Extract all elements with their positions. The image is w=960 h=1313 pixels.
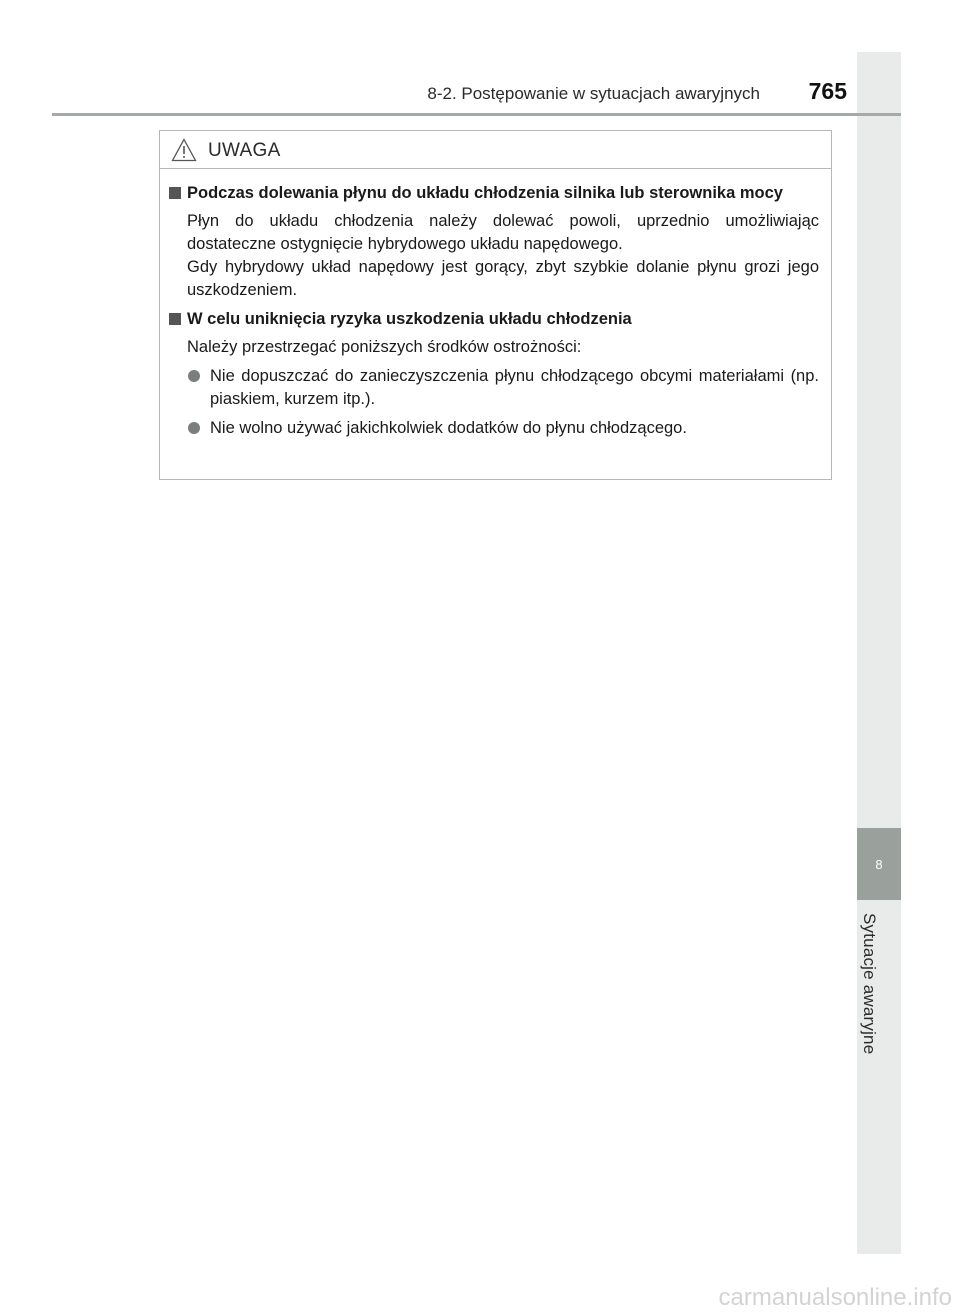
list-item xyxy=(169,365,819,411)
side-band xyxy=(857,52,901,1254)
section-heading xyxy=(169,182,819,205)
paragraph: Należy przestrzegać poniższych środków ostrożności: xyxy=(187,338,582,356)
square-bullet-icon xyxy=(169,313,181,325)
watermark-text: carmanualsonline.info xyxy=(718,1284,952,1311)
warning-content xyxy=(169,182,819,440)
list-item-text: Nie dopuszczać do zanieczyszczenia płynu chłodzącego obcymi materiałami (np. piaskiem, kurzem itp.). xyxy=(210,367,819,408)
section-heading xyxy=(169,308,819,331)
watermark xyxy=(0,1284,960,1313)
header-rule xyxy=(52,113,901,116)
page-number: 765 xyxy=(808,78,847,104)
warning-title: UWAGA xyxy=(208,140,281,161)
section-heading-text: W celu uniknięcia ryzyka uszkodzenia układu chłodzenia xyxy=(187,310,632,328)
list-item-text: Nie wolno używać jakichkolwiek dodatków do płynu chłodzącego. xyxy=(210,419,687,437)
circle-bullet-icon xyxy=(188,370,200,382)
chapter-label: Sytuacje awaryjne xyxy=(860,913,879,1055)
chapter-number: 8 xyxy=(875,856,883,872)
warning-box xyxy=(159,130,832,480)
warning-header xyxy=(160,131,831,169)
list-item xyxy=(169,417,819,440)
paragraph: Gdy hybrydowy układ napędowy jest gorący, zbyt szybkie dolanie płynu grozi jego uszkodzeniem. xyxy=(187,258,819,299)
section-heading-text: Podczas dolewania płynu do układu chłodzenia silnika lub sterownika mocy xyxy=(187,184,783,202)
chapter-tab xyxy=(857,828,901,900)
paragraph: Płyn do układu chłodzenia należy dolewać powoli, uprzednio umożliwiając dostateczne ostygnięcie hybrydowego układu napędowego. xyxy=(187,212,819,253)
section-title: 8-2. Postępowanie w sytuacjach awaryjnych xyxy=(427,84,760,103)
circle-bullet-icon xyxy=(188,422,200,434)
square-bullet-icon xyxy=(169,187,181,199)
warning-triangle-icon xyxy=(171,138,197,162)
